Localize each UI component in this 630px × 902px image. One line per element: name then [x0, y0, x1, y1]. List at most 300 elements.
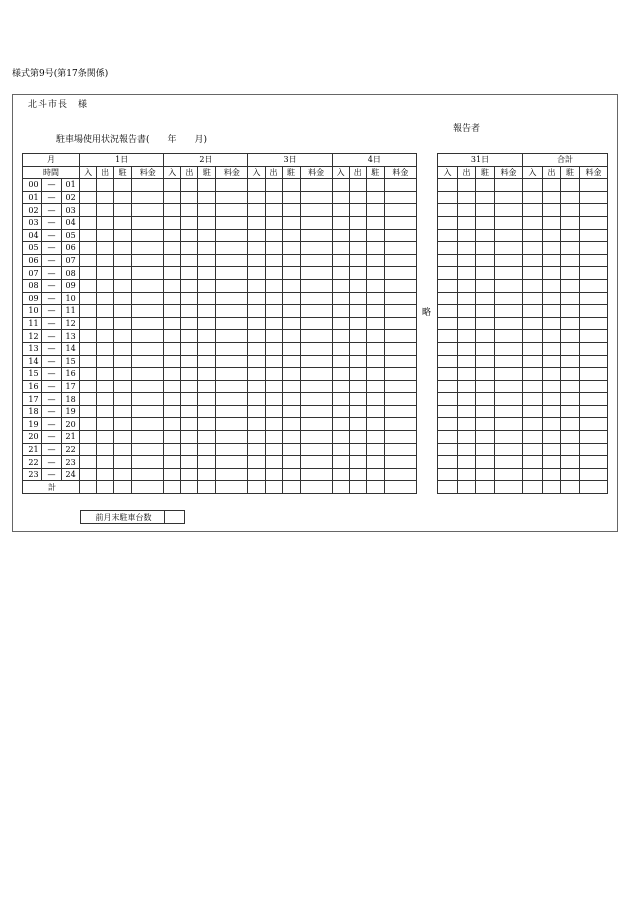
- hour-dash: —: [42, 355, 62, 368]
- hour-row: [23, 279, 417, 292]
- data-cell: [458, 468, 476, 481]
- data-cell: [300, 368, 332, 381]
- data-cell: [366, 468, 384, 481]
- hour-dash: —: [42, 368, 62, 381]
- data-cell: [132, 242, 164, 255]
- data-cell: [458, 204, 476, 217]
- data-cell: [181, 393, 198, 406]
- data-cell: [366, 342, 384, 355]
- data-cell: [349, 355, 366, 368]
- data-cell: [495, 216, 523, 229]
- hour-start: 05: [23, 242, 42, 255]
- header-row-columns: [23, 166, 417, 179]
- data-cell: [384, 204, 416, 217]
- data-cell: [282, 355, 300, 368]
- hour-start: 20: [23, 431, 42, 444]
- data-cell: [349, 481, 366, 494]
- hour-row: [438, 191, 608, 204]
- hour-start: 07: [23, 267, 42, 280]
- data-cell: [384, 456, 416, 469]
- hour-end: 02: [62, 191, 80, 204]
- hour-end: 22: [62, 443, 80, 456]
- data-cell: [523, 267, 543, 280]
- data-cell: [366, 355, 384, 368]
- hour-start: 04: [23, 229, 42, 242]
- data-cell: [476, 468, 495, 481]
- data-cell: [366, 330, 384, 343]
- data-cell: [248, 355, 265, 368]
- data-cell: [561, 330, 580, 343]
- data-cell: [543, 305, 561, 318]
- data-cell: [181, 330, 198, 343]
- data-cell: [495, 279, 523, 292]
- data-cell: [438, 317, 458, 330]
- day-header: 3日: [248, 154, 332, 167]
- hour-row: [438, 317, 608, 330]
- data-cell: [580, 481, 608, 494]
- column-header: 駐: [561, 166, 580, 179]
- data-cell: [458, 229, 476, 242]
- data-cell: [198, 456, 216, 469]
- data-cell: [349, 279, 366, 292]
- data-cell: [97, 443, 114, 456]
- data-cell: [132, 342, 164, 355]
- data-cell: [476, 216, 495, 229]
- data-cell: [543, 179, 561, 192]
- data-cell: [97, 317, 114, 330]
- data-cell: [438, 355, 458, 368]
- data-cell: [282, 267, 300, 280]
- data-cell: [80, 330, 97, 343]
- column-header: 出: [458, 166, 476, 179]
- data-cell: [438, 204, 458, 217]
- data-cell: [164, 481, 181, 494]
- data-cell: [495, 229, 523, 242]
- data-cell: [132, 405, 164, 418]
- data-cell: [80, 468, 97, 481]
- hour-row: [23, 468, 417, 481]
- data-cell: [438, 393, 458, 406]
- data-cell: [476, 204, 495, 217]
- data-cell: [580, 456, 608, 469]
- hour-row: [438, 279, 608, 292]
- data-cell: [458, 418, 476, 431]
- data-cell: [543, 431, 561, 444]
- data-cell: [384, 216, 416, 229]
- data-cell: [458, 305, 476, 318]
- data-cell: [349, 342, 366, 355]
- hour-dash: —: [42, 431, 62, 444]
- data-cell: [366, 481, 384, 494]
- data-cell: [198, 380, 216, 393]
- column-header: 料金: [384, 166, 416, 179]
- hour-dash: —: [42, 254, 62, 267]
- data-cell: [132, 443, 164, 456]
- hour-row: [438, 305, 608, 318]
- data-cell: [181, 431, 198, 444]
- data-cell: [476, 355, 495, 368]
- data-cell: [282, 468, 300, 481]
- data-cell: [300, 342, 332, 355]
- data-cell: [282, 292, 300, 305]
- data-cell: [80, 355, 97, 368]
- data-cell: [164, 179, 181, 192]
- data-cell: [349, 456, 366, 469]
- hour-row: [438, 468, 608, 481]
- data-cell: [97, 216, 114, 229]
- hour-row: [438, 267, 608, 280]
- data-cell: [164, 254, 181, 267]
- data-cell: [216, 305, 248, 318]
- hour-start: 11: [23, 317, 42, 330]
- data-cell: [580, 355, 608, 368]
- data-cell: [164, 405, 181, 418]
- data-cell: [523, 191, 543, 204]
- data-cell: [248, 431, 265, 444]
- data-cell: [332, 368, 349, 381]
- data-cell: [458, 179, 476, 192]
- data-cell: [114, 229, 132, 242]
- data-cell: [80, 431, 97, 444]
- day-header: 2日: [164, 154, 248, 167]
- data-cell: [181, 443, 198, 456]
- data-cell: [248, 418, 265, 431]
- hour-dash: —: [42, 229, 62, 242]
- data-cell: [181, 342, 198, 355]
- data-cell: [282, 229, 300, 242]
- data-cell: [282, 342, 300, 355]
- data-cell: [580, 393, 608, 406]
- data-cell: [543, 468, 561, 481]
- data-cell: [80, 317, 97, 330]
- hour-end: 01: [62, 179, 80, 192]
- data-cell: [561, 216, 580, 229]
- hour-dash: —: [42, 317, 62, 330]
- data-cell: [438, 468, 458, 481]
- carryover-value-cell: [165, 511, 185, 524]
- data-cell: [300, 355, 332, 368]
- data-cell: [458, 292, 476, 305]
- data-cell: [580, 342, 608, 355]
- data-cell: [476, 380, 495, 393]
- column-header: 出: [265, 166, 282, 179]
- data-cell: [132, 431, 164, 444]
- data-cell: [114, 431, 132, 444]
- data-cell: [114, 393, 132, 406]
- data-cell: [384, 330, 416, 343]
- hour-row: [438, 456, 608, 469]
- data-cell: [282, 481, 300, 494]
- addressee: 北斗市長 様: [28, 100, 89, 110]
- data-cell: [438, 443, 458, 456]
- data-cell: [366, 279, 384, 292]
- column-header: 出: [349, 166, 366, 179]
- data-cell: [216, 443, 248, 456]
- data-cell: [97, 481, 114, 494]
- hour-end: 19: [62, 405, 80, 418]
- data-cell: [458, 254, 476, 267]
- hour-end: 24: [62, 468, 80, 481]
- data-cell: [300, 305, 332, 318]
- data-cell: [349, 368, 366, 381]
- data-cell: [349, 468, 366, 481]
- carryover-table: [80, 510, 185, 524]
- data-cell: [495, 342, 523, 355]
- column-header: 駐: [476, 166, 495, 179]
- data-cell: [300, 179, 332, 192]
- data-cell: [523, 330, 543, 343]
- data-cell: [349, 216, 366, 229]
- data-cell: [366, 418, 384, 431]
- hour-row: [438, 380, 608, 393]
- data-cell: [476, 229, 495, 242]
- data-cell: [332, 267, 349, 280]
- data-cell: [561, 305, 580, 318]
- carryover-label: 前月末駐車台数: [81, 511, 165, 524]
- data-cell: [97, 368, 114, 381]
- day-header: 31日: [438, 154, 523, 167]
- data-cell: [543, 229, 561, 242]
- data-cell: [561, 191, 580, 204]
- data-cell: [458, 368, 476, 381]
- data-cell: [458, 355, 476, 368]
- data-cell: [181, 229, 198, 242]
- data-cell: [561, 317, 580, 330]
- data-cell: [300, 216, 332, 229]
- data-cell: [543, 418, 561, 431]
- data-cell: [198, 254, 216, 267]
- data-cell: [543, 380, 561, 393]
- data-cell: [349, 267, 366, 280]
- data-cell: [282, 279, 300, 292]
- data-cell: [438, 279, 458, 292]
- data-cell: [495, 405, 523, 418]
- data-cell: [543, 481, 561, 494]
- column-header: 入: [164, 166, 181, 179]
- hour-end: 12: [62, 317, 80, 330]
- hour-row: [23, 355, 417, 368]
- data-cell: [580, 216, 608, 229]
- data-cell: [300, 267, 332, 280]
- data-cell: [495, 393, 523, 406]
- data-cell: [332, 242, 349, 255]
- data-cell: [384, 305, 416, 318]
- data-cell: [80, 254, 97, 267]
- data-cell: [458, 317, 476, 330]
- data-cell: [580, 254, 608, 267]
- data-cell: [366, 317, 384, 330]
- data-cell: [495, 267, 523, 280]
- data-cell: [97, 267, 114, 280]
- hour-start: 00: [23, 179, 42, 192]
- data-cell: [248, 216, 265, 229]
- data-cell: [580, 330, 608, 343]
- usage-table-left: [22, 153, 417, 494]
- data-cell: [216, 216, 248, 229]
- data-cell: [265, 368, 282, 381]
- data-cell: [114, 254, 132, 267]
- data-cell: [248, 204, 265, 217]
- data-cell: [80, 342, 97, 355]
- hour-row: [23, 393, 417, 406]
- data-cell: [265, 216, 282, 229]
- data-cell: [181, 355, 198, 368]
- data-cell: [80, 393, 97, 406]
- data-cell: [216, 191, 248, 204]
- data-cell: [580, 242, 608, 255]
- data-cell: [580, 292, 608, 305]
- data-cell: [476, 305, 495, 318]
- data-cell: [198, 229, 216, 242]
- data-cell: [248, 254, 265, 267]
- data-cell: [97, 242, 114, 255]
- data-cell: [198, 292, 216, 305]
- data-cell: [114, 204, 132, 217]
- data-cell: [349, 242, 366, 255]
- hour-row: [438, 254, 608, 267]
- data-cell: [458, 393, 476, 406]
- data-cell: [384, 380, 416, 393]
- data-cell: [164, 216, 181, 229]
- hour-row: [23, 229, 417, 242]
- data-cell: [561, 393, 580, 406]
- data-cell: [332, 431, 349, 444]
- data-cell: [495, 456, 523, 469]
- data-cell: [181, 292, 198, 305]
- data-cell: [80, 305, 97, 318]
- data-cell: [438, 481, 458, 494]
- data-cell: [476, 242, 495, 255]
- data-cell: [198, 355, 216, 368]
- hour-dash: —: [42, 305, 62, 318]
- data-cell: [181, 179, 198, 192]
- data-cell: [580, 443, 608, 456]
- data-cell: [332, 393, 349, 406]
- hour-dash: —: [42, 443, 62, 456]
- data-cell: [181, 380, 198, 393]
- data-cell: [198, 330, 216, 343]
- hour-row: [438, 443, 608, 456]
- hour-row: [438, 330, 608, 343]
- data-cell: [523, 242, 543, 255]
- data-cell: [580, 317, 608, 330]
- column-header: 入: [438, 166, 458, 179]
- data-cell: [248, 468, 265, 481]
- data-cell: [216, 355, 248, 368]
- data-cell: [332, 355, 349, 368]
- data-cell: [438, 456, 458, 469]
- data-cell: [543, 368, 561, 381]
- data-cell: [216, 179, 248, 192]
- data-cell: [349, 254, 366, 267]
- data-cell: [265, 481, 282, 494]
- data-cell: [265, 279, 282, 292]
- data-cell: [198, 216, 216, 229]
- data-cell: [265, 179, 282, 192]
- data-cell: [366, 254, 384, 267]
- data-cell: [580, 179, 608, 192]
- data-cell: [523, 179, 543, 192]
- data-cell: [132, 229, 164, 242]
- data-cell: [248, 330, 265, 343]
- data-cell: [164, 330, 181, 343]
- data-cell: [580, 468, 608, 481]
- data-cell: [458, 342, 476, 355]
- data-cell: [248, 481, 265, 494]
- data-cell: [349, 292, 366, 305]
- data-cell: [114, 279, 132, 292]
- data-cell: [216, 418, 248, 431]
- data-cell: [114, 355, 132, 368]
- hour-row: [23, 254, 417, 267]
- data-cell: [164, 393, 181, 406]
- hour-row: [23, 216, 417, 229]
- data-cell: [366, 267, 384, 280]
- data-cell: [248, 279, 265, 292]
- data-cell: [132, 368, 164, 381]
- data-cell: [282, 204, 300, 217]
- data-cell: [384, 191, 416, 204]
- data-cell: [458, 443, 476, 456]
- header-row-days: [23, 154, 417, 167]
- data-cell: [561, 229, 580, 242]
- data-cell: [132, 418, 164, 431]
- data-cell: [543, 342, 561, 355]
- data-cell: [561, 368, 580, 381]
- data-cell: [523, 216, 543, 229]
- data-cell: [114, 456, 132, 469]
- data-cell: [80, 279, 97, 292]
- data-cell: [248, 456, 265, 469]
- data-cell: [366, 368, 384, 381]
- hour-end: 13: [62, 330, 80, 343]
- hour-row: [23, 204, 417, 217]
- hour-dash: —: [42, 393, 62, 406]
- hour-row: [23, 179, 417, 192]
- data-cell: [114, 481, 132, 494]
- data-cell: [97, 292, 114, 305]
- data-cell: [332, 254, 349, 267]
- data-cell: [164, 380, 181, 393]
- data-cell: [561, 380, 580, 393]
- data-cell: [332, 456, 349, 469]
- data-cell: [495, 443, 523, 456]
- data-cell: [458, 456, 476, 469]
- data-cell: [384, 481, 416, 494]
- data-cell: [114, 317, 132, 330]
- data-cell: [282, 405, 300, 418]
- data-cell: [132, 267, 164, 280]
- data-cell: [384, 279, 416, 292]
- data-cell: [265, 418, 282, 431]
- data-cell: [164, 317, 181, 330]
- data-cell: [543, 204, 561, 217]
- data-cell: [543, 405, 561, 418]
- column-header: 料金: [495, 166, 523, 179]
- data-cell: [384, 317, 416, 330]
- data-cell: [181, 468, 198, 481]
- data-cell: [216, 431, 248, 444]
- hour-row: [438, 342, 608, 355]
- data-cell: [216, 204, 248, 217]
- data-cell: [543, 393, 561, 406]
- data-cell: [495, 305, 523, 318]
- data-cell: [164, 431, 181, 444]
- data-cell: [97, 279, 114, 292]
- data-cell: [198, 418, 216, 431]
- data-cell: [114, 330, 132, 343]
- data-cell: [300, 191, 332, 204]
